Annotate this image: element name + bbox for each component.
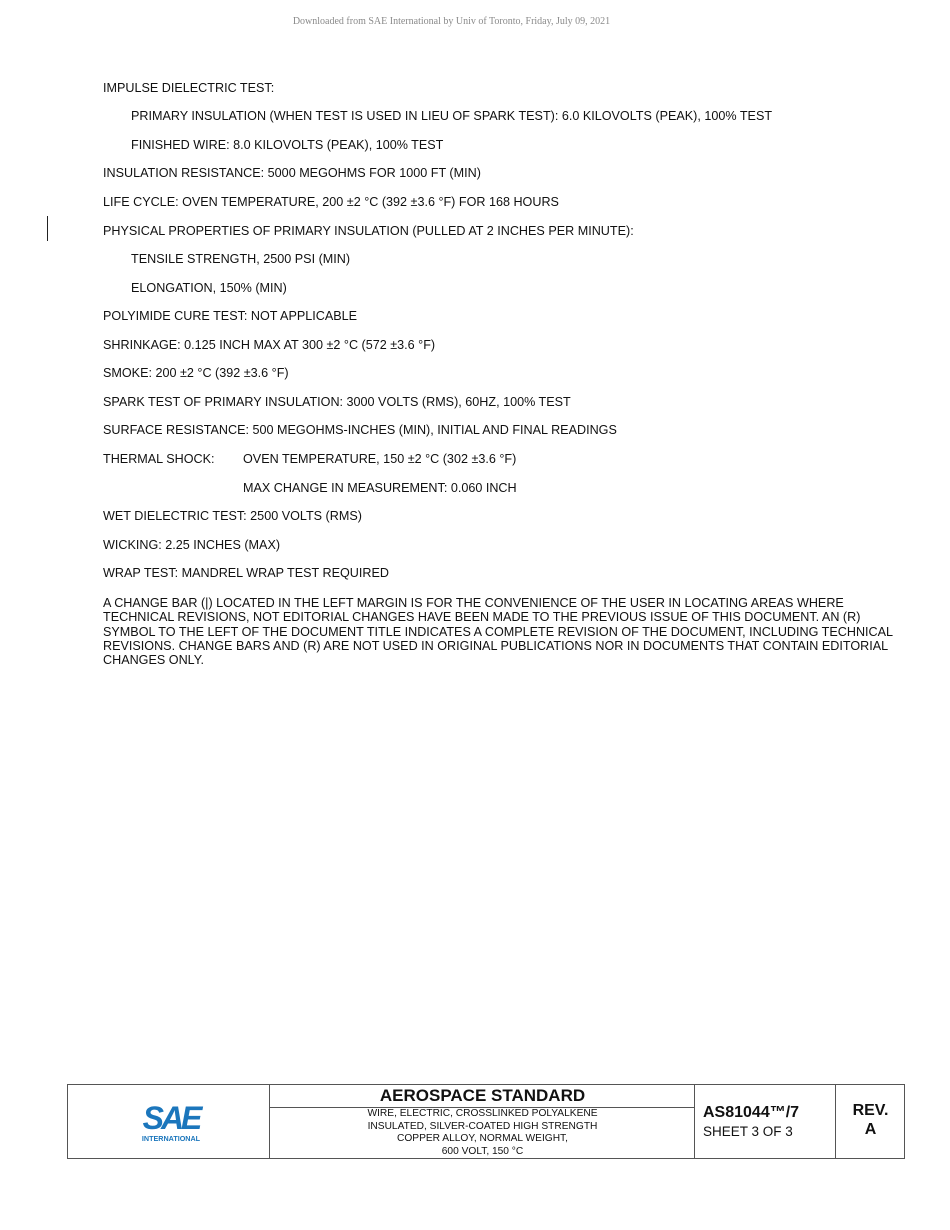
- shrinkage: SHRINKAGE: 0.125 INCH MAX AT 300 ±2 °C (572 ±3.6 °F): [103, 338, 436, 352]
- logo-wordmark: SAE: [142, 1100, 200, 1136]
- document-number-cell: [694, 1085, 836, 1158]
- thermal-shock-oven-temperature: OVEN TEMPERATURE, 150 ±2 °C (302 ±3.6 °F): [243, 452, 517, 466]
- change-bar: [47, 216, 48, 241]
- document-description: [270, 1108, 695, 1158]
- revision-value: A: [864, 1121, 877, 1138]
- standard-heading: AEROSPACE STANDARD: [270, 1085, 695, 1108]
- title-cell: [269, 1085, 695, 1158]
- logo-cell: [68, 1085, 269, 1158]
- sheet-number: SHEET 3 OF 3: [703, 1124, 793, 1139]
- change-bar-note: A CHANGE BAR (|) LOCATED IN THE LEFT MARGIN IS FOR THE CONVENIENCE OF THE USER IN LOCATING AREAS WHERE TECHNICAL REVISIONS, NOT EDITORIAL CHANGES HAVE BEEN MADE TO THE PREVIOUS ISSUE OF THIS DOCUMENT. AN (R) SYMBOL TO THE LEFT OF THE DOCUMENT TITLE INDICATES A COMPLETE REVISION OF THE DOCUMENT, INCLUDING TECHNICAL REVISIONS. CHANGE BARS AND (R) ARE NOT USED IN ORIGINAL PUBLICATIONS NOR IN DOCUMENTS THAT CONTAIN EDITORIAL CHANGES ONLY.: [103, 596, 893, 668]
- surface-resistance: SURFACE RESISTANCE: 500 MEGOHMS-INCHES (MIN), INITIAL AND FINAL READINGS: [103, 423, 617, 437]
- physical-properties-heading: PHYSICAL PROPERTIES OF PRIMARY INSULATION (PULLED AT 2 INCHES PER MINUTE):: [103, 224, 634, 238]
- thermal-shock-label: THERMAL SHOCK:: [103, 452, 215, 466]
- elongation: ELONGATION, 150% (MIN): [131, 281, 287, 295]
- impulse-dielectric-heading: IMPULSE DIELECTRIC TEST:: [103, 81, 275, 95]
- thermal-shock-max-change: MAX CHANGE IN MEASUREMENT: 0.060 INCH: [243, 481, 517, 495]
- impulse-primary-insulation: PRIMARY INSULATION (WHEN TEST IS USED IN LIEU OF SPARK TEST): 6.0 KILOVOLTS (PEAK), 100% TEST: [131, 109, 773, 123]
- description-line: WIRE, ELECTRIC, CROSSLINKED POLYALKENE: [367, 1108, 598, 1119]
- revision: [836, 1101, 905, 1139]
- description-line: COPPER ALLOY, NORMAL WEIGHT,: [397, 1133, 568, 1144]
- life-cycle: LIFE CYCLE: OVEN TEMPERATURE, 200 ±2 °C (392 ±3.6 °F) FOR 168 HOURS: [103, 195, 559, 209]
- smoke: SMOKE: 200 ±2 °C (392 ±3.6 °F): [103, 366, 289, 380]
- description-line: 600 VOLT, 150 °C: [441, 1145, 524, 1157]
- document-number: AS81044™/7: [703, 1104, 800, 1121]
- revision-label: REV.: [852, 1102, 889, 1119]
- title-block: [67, 1084, 905, 1159]
- revision-cell: [835, 1085, 905, 1158]
- wet-dielectric-test: WET DIELECTRIC TEST: 2500 VOLTS (RMS): [103, 509, 362, 523]
- description-line: INSULATED, SILVER-COATED HIGH STRENGTH: [367, 1120, 598, 1132]
- spark-test: SPARK TEST OF PRIMARY INSULATION: 3000 VOLTS (RMS), 60HZ, 100% TEST: [103, 395, 571, 409]
- sae-international-logo: [137, 1099, 207, 1143]
- impulse-finished-wire: FINISHED WIRE: 8.0 KILOVOLTS (PEAK), 100% TEST: [131, 138, 444, 152]
- polyimide-cure-test: POLYIMIDE CURE TEST: NOT APPLICABLE: [103, 309, 358, 323]
- wicking: WICKING: 2.25 INCHES (MAX): [103, 538, 281, 552]
- download-watermark: Downloaded from SAE International by Univ of Toronto, Friday, July 09, 2021: [292, 16, 611, 27]
- insulation-resistance: INSULATION RESISTANCE: 5000 MEGOHMS FOR 1000 FT (MIN): [103, 166, 481, 180]
- wrap-test: WRAP TEST: MANDREL WRAP TEST REQUIRED: [103, 566, 389, 580]
- logo-subtext: INTERNATIONAL: [141, 1134, 201, 1143]
- tensile-strength: TENSILE STRENGTH, 2500 PSI (MIN): [131, 252, 351, 266]
